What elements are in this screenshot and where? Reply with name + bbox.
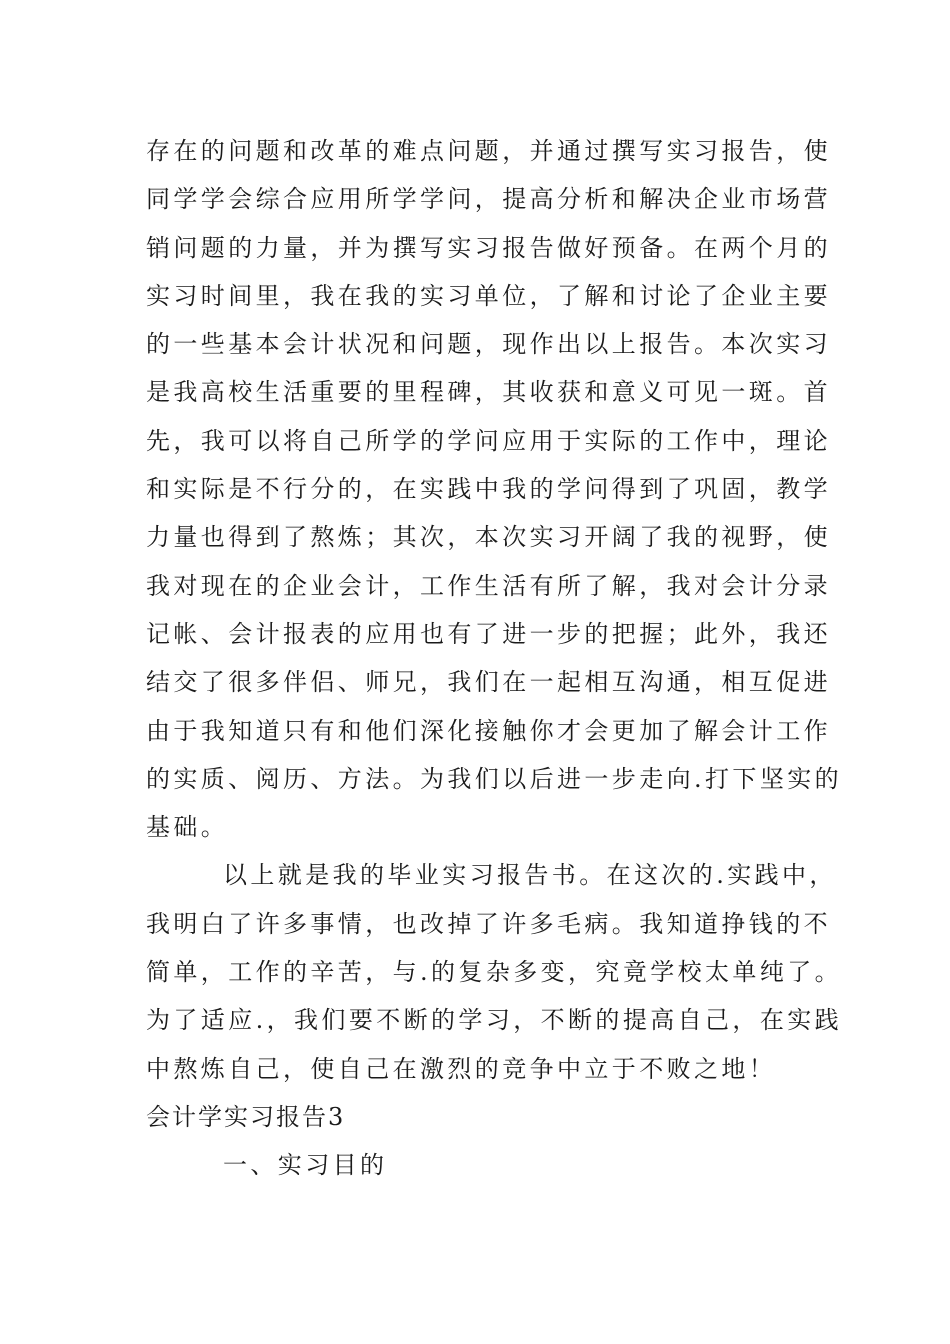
paragraph-conclusion	[146, 851, 843, 1092]
text-line: 基础。	[146, 813, 229, 842]
text-line: 的实质、阅历、方法。为我们以后进一步走向.打下坚实的	[146, 764, 843, 793]
text-line: 为了适应.，我们要不断的学习，不断的提高自己，在实践	[146, 1006, 843, 1035]
text-line: 简单，工作的辛苦，与.的复杂多变，究竟学校太单纯了。	[146, 958, 843, 987]
text-line: 是我高校生活重要的里程碑，其收获和意义可见一斑。首	[146, 378, 831, 407]
text-line: 同学学会综合应用所学学问，提高分析和解决企业市场营	[146, 185, 831, 214]
text-line: 的一些基本会计状况和问题，现作出以上报告。本次实习	[146, 330, 831, 359]
text-line: 销问题的力量，并为撰写实习报告做好预备。在两个月的	[146, 233, 831, 262]
text-line: 记帐、会计报表的应用也有了进一步的把握；此外，我还	[146, 619, 831, 648]
subsection-title: 一、实习目的	[223, 1151, 388, 1180]
text-line: 由于我知道只有和他们深化接触你才会更加了解会计工作	[146, 716, 831, 745]
text-line: 以上就是我的毕业实习报告书。在这次的.实践中，	[223, 861, 837, 890]
paragraph-continuation	[146, 127, 843, 851]
text-line: 中熬炼自己，使自己在激烈的竞争中立于不败之地！	[146, 1054, 777, 1083]
document-body	[146, 127, 843, 1190]
text-line: 和实际是不行分的，在实践中我的学问得到了巩固，教学	[146, 475, 831, 504]
text-line: 存在的问题和改革的难点问题，并通过撰写实习报告，使	[146, 137, 831, 165]
text-line: 实习时间里，我在我的实习单位，了解和讨论了企业主要	[146, 281, 831, 310]
text-line: 我对现在的企业会计，工作生活有所了解，我对会计分录	[146, 571, 831, 600]
section-title: 会计学实习报告3	[146, 1102, 346, 1131]
text-line: 我明白了许多事情，也改掉了许多毛病。我知道挣钱的不	[146, 909, 831, 938]
text-line: 力量也得到了熬炼；其次，本次实习开阔了我的视野，使	[146, 523, 831, 552]
text-line: 先，我可以将自己所学的学问应用于实际的工作中，理论	[146, 426, 831, 455]
text-line: 结交了很多伴侣、师兄，我们在一起相互沟通，相互促进	[146, 668, 831, 697]
